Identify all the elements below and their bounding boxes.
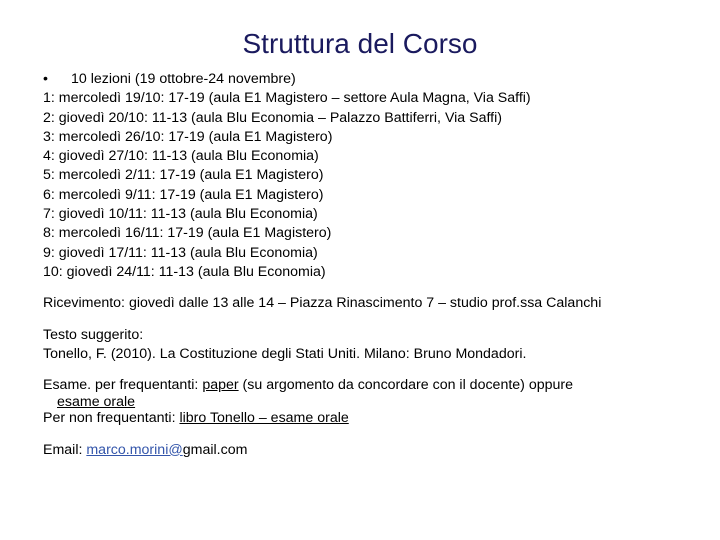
esame-orale-link[interactable]: esame orale [57, 394, 136, 411]
email-domain: gmail.com [182, 441, 248, 458]
email-line [43, 441, 693, 460]
ricevimento-line: Ricevimento: giovedì dalle 13 alle 14 – Piazza Rinascimento 7 – studio prof.ssa Calanchi [43, 295, 602, 312]
lesson-1: 1: mercoledì 19/10: 17-19 (aula E1 Magistero – settore Aula Magna, Via Saffi) [43, 90, 531, 107]
testo-label: Testo suggerito: [43, 326, 144, 343]
paper-link[interactable]: paper [202, 377, 239, 394]
lesson-8: 8: mercoledì 16/11: 17-19 (aula E1 Magistero) [43, 225, 332, 242]
nonfreq-link[interactable]: libro Tonello – esame orale [179, 410, 349, 427]
slide-content [43, 70, 693, 460]
esame-prefix: Esame. per frequentanti: [43, 377, 203, 394]
lesson-7: 7: giovedì 10/11: 11-13 (aula Blu Economia) [43, 206, 318, 223]
email-link[interactable]: marco.morini@ [86, 441, 183, 458]
summary-line [43, 70, 693, 89]
esame-line [43, 376, 693, 395]
slide-title: Struttura del Corso [242, 28, 478, 59]
lesson-6: 6: mercoledì 9/11: 17-19 (aula E1 Magistero) [43, 186, 324, 203]
bullet: • [43, 71, 48, 87]
email-label: Email: [43, 441, 87, 458]
nonfreq-prefix: Per non frequentanti: [43, 410, 180, 427]
nonfreq-line [43, 409, 693, 428]
lesson-2: 2: giovedì 20/10: 11-13 (aula Blu Economia – Palazzo Battiferri, Via Saffi) [43, 109, 502, 126]
lesson-9: 9: giovedì 17/11: 11-13 (aula Blu Economia) [43, 244, 318, 261]
lesson-10: 10: giovedì 24/11: 11-13 (aula Blu Economia) [43, 263, 326, 280]
esame-orale-line [43, 395, 693, 409]
summary-text: 10 lezioni (19 ottobre-24 novembre) [71, 71, 296, 87]
esame-middle: (su argomento da concordare con il docente) oppure [238, 377, 574, 394]
lesson-3: 3: mercoledì 26/10: 17-19 (aula E1 Magistero) [43, 128, 333, 145]
lesson-4: 4: giovedì 27/10: 11-13 (aula Blu Economia) [43, 148, 319, 165]
testo-reference: Tonello, F. (2010). La Costituzione degli Stati Uniti. Milano: Bruno Mondadori. [43, 345, 527, 362]
lesson-5: 5: mercoledì 2/11: 17-19 (aula E1 Magistero) [43, 167, 324, 184]
